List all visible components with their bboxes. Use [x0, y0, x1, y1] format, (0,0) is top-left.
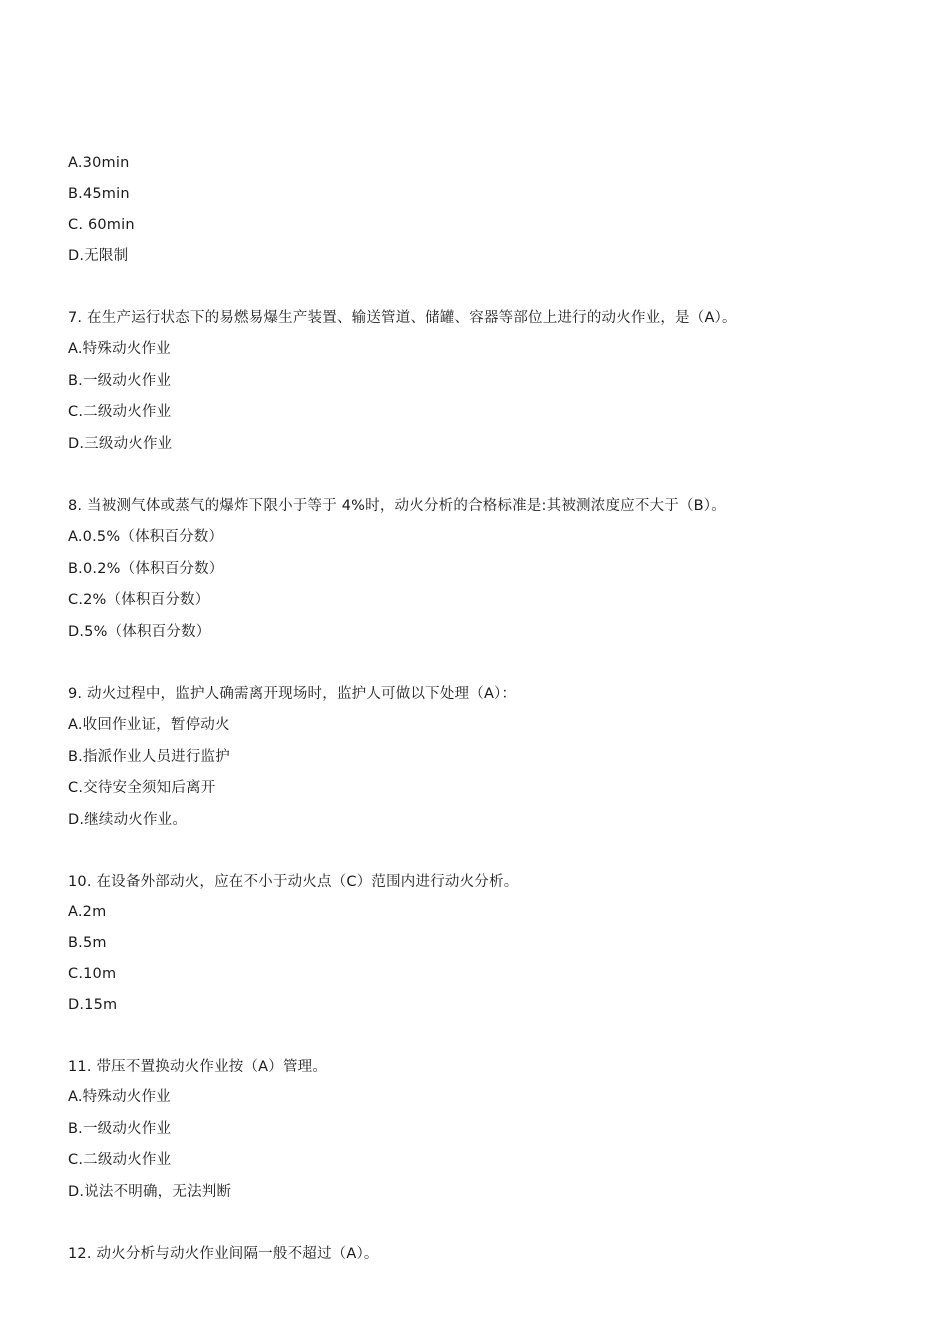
q7-option-a: A.特殊动火作业	[68, 341, 171, 357]
q12-stem: 12. 动火分析与动火作业间隔一般不超过（A）。	[68, 1246, 379, 1262]
q8-option-c: C.2%（体积百分数）	[68, 592, 210, 608]
q9-option-c: C.交待安全须知后离开	[68, 780, 216, 796]
q8-option-d: D.5%（体积百分数）	[68, 624, 211, 640]
q7-option-d: D.三级动火作业	[68, 436, 173, 452]
q8-option-a: A.0.5%（体积百分数）	[68, 529, 224, 545]
q10-stem: 10. 在设备外部动火，应在不小于动火点（C）范围内进行动火分析。	[68, 874, 519, 890]
q6-option-c: C. 60min	[68, 217, 135, 233]
q10-option-d: D.15m	[68, 997, 118, 1013]
q11-option-b: B.一级动火作业	[68, 1121, 172, 1137]
q10-option-b: B.5m	[68, 935, 107, 951]
q8-stem: 8. 当被测气体或蒸气的爆炸下限小于等于 4%时，动火分析的合格标准是:其被测浓度应不大于（B）。	[68, 498, 726, 514]
q7-option-b: B.一级动火作业	[68, 373, 172, 389]
q11-option-a: A.特殊动火作业	[68, 1089, 171, 1105]
q8-option-b: B.0.2%（体积百分数）	[68, 561, 224, 577]
q11-option-c: C.二级动火作业	[68, 1152, 172, 1168]
q9-option-a: A.收回作业证，暂停动火	[68, 717, 230, 733]
q9-option-b: B.指派作业人员进行监护	[68, 749, 230, 765]
q11-option-d: D.说法不明确，无法判断	[68, 1184, 232, 1200]
q7-stem: 7. 在生产运行状态下的易燃易爆生产装置、输送管道、储罐、容器等部位上进行的动火作业，是（A）。	[68, 310, 737, 326]
q11-stem: 11. 带压不置换动火作业按（A）管理。	[68, 1059, 328, 1075]
q6-option-d: D.无限制	[68, 248, 129, 264]
q7-option-c: C.二级动火作业	[68, 404, 172, 420]
q6-option-a: A.30min	[68, 155, 130, 171]
q9-option-d: D.继续动火作业。	[68, 812, 188, 828]
q9-stem: 9. 动火过程中，监护人确需离开现场时，监护人可做以下处理（A）：	[68, 686, 517, 702]
q10-option-a: A.2m	[68, 904, 107, 920]
q10-option-c: C.10m	[68, 966, 117, 982]
q6-option-b: B.45min	[68, 186, 130, 202]
